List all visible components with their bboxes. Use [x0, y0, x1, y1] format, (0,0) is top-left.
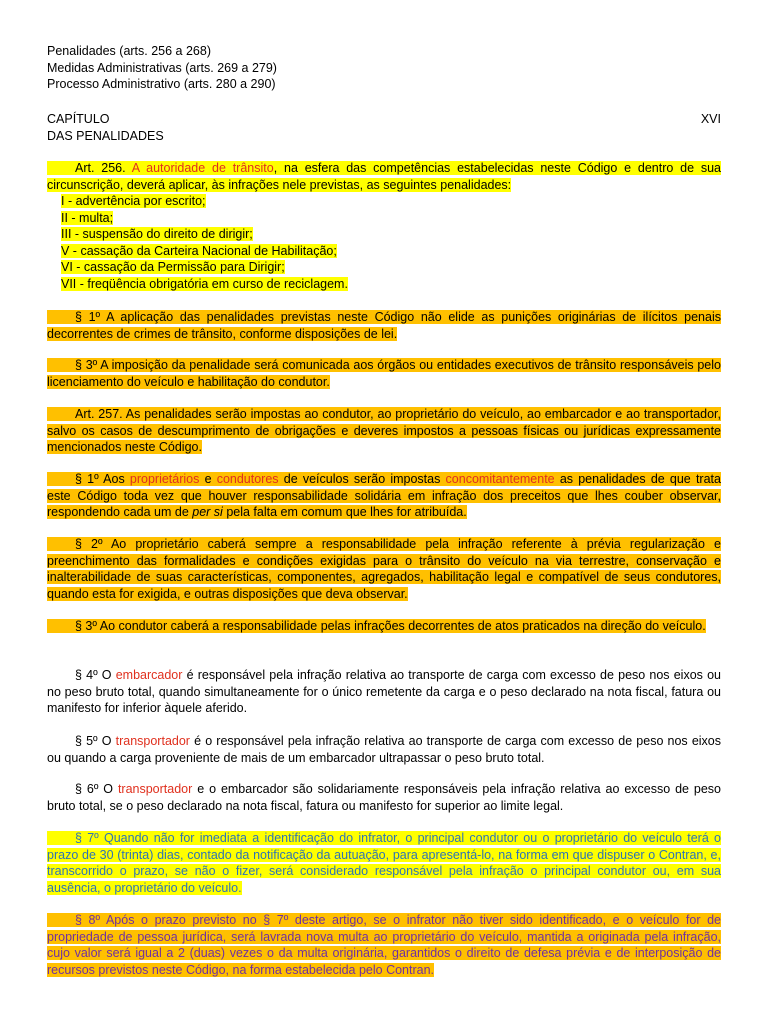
article-257: [47, 406, 721, 456]
penalty-item: II - multa;: [61, 210, 114, 225]
paragraph-text: pela falta em comum que lhes for atribuída.: [226, 505, 467, 519]
paragraph-257-6: [47, 781, 721, 814]
term-condutores: condutores: [216, 472, 279, 486]
paragraph-257-4: [47, 667, 721, 717]
article-257-text: Art. 257. As penalidades serão impostas ao condutor, ao proprietário do veículo, ao embarcador e ao transportador, salvo os casos de descumprimento de obrigações e deveres impostos a pessoas físicas ou jurídicas expressamente mencionados neste Código.: [47, 407, 721, 454]
paragraph-257-8: [47, 912, 721, 978]
penalty-item: VII - freqüência obrigatória em curso de reciclagem.: [61, 276, 348, 291]
penalty-item: VI - cassação da Permissão para Dirigir;: [61, 260, 285, 274]
paragraph-text: § 6º O: [75, 782, 114, 796]
paragraph-257-3: [47, 618, 721, 635]
paragraph-text: e: [204, 472, 212, 486]
article-256-text: , na esfera das competências estabelecidas neste Código e dentro de sua circunscrição, deverá aplicar, às infrações nele previstas, as seguintes penalidades:: [47, 161, 721, 192]
article-256: [47, 160, 721, 292]
paragraph-text: § 3º A imposição da penalidade será comunicada aos órgãos ou entidades executivos de trânsito responsáveis pelo licenciamento do veículo e habilitação do condutor.: [47, 358, 721, 389]
intro-line: Processo Administrativo (arts. 280 a 290): [47, 77, 276, 91]
paragraph-257-7: [47, 830, 721, 896]
paragraph-text: e o embarcador são solidariamente responsáveis pela infração relativa ao excesso de peso bruto total, se o peso declarado na nota fiscal, fatura ou manifesto for superior ao limite legal.: [47, 782, 721, 813]
chapter-label: CAPÍTULO: [47, 112, 110, 126]
paragraph-256-3: [47, 357, 721, 390]
term-embarcador: embarcador: [115, 668, 183, 682]
paragraph-text: § 8º Após o prazo previsto no § 7º deste artigo, se o infrator não tiver sido identificado, e o veículo for de propriedade de pessoa jurídica, será lavrada nova multa ao proprietário do veículo, mantida a originada pela infração, cujo valor será igual a 2 (duas) vezes o da multa originária, garantidos o direito de defesa prévia e de interposição de recursos previstos neste Código, na forma estabelecida pelo Contran.: [47, 913, 721, 977]
paragraph-text: é responsável pela infração relativa ao transporte de carga com excesso de peso nos eixos ou no peso bruto total, quando simultaneamente for o único remetente da carga e o peso declarado na nota fiscal, fatura ou manifesto for inferior àquele aferido.: [47, 668, 721, 715]
paragraph-text: § 3º Ao condutor caberá a responsabilidade pelas infrações decorrentes de atos praticados na direção do veículo.: [75, 619, 706, 633]
term-proprietarios: proprietários: [129, 472, 200, 486]
penalty-item: I - advertência por escrito;: [61, 194, 206, 208]
article-256-prefix: Art. 256.: [75, 161, 126, 175]
paragraph-text: § 1º Aos: [75, 472, 125, 486]
chapter-heading: [47, 111, 721, 144]
paragraph-text: é o responsável pela infração relativa ao transporte de carga com excesso de peso nos eixos ou quando a carga proveniente de mais de um embarcador ultrapassar o peso bruto total.: [47, 734, 721, 765]
chapter-number: XVI: [700, 112, 721, 126]
intro-line: Medidas Administrativas (arts. 269 a 279): [47, 60, 277, 75]
penalty-item: III - suspensão do direito de dirigir;: [61, 227, 253, 241]
paragraph-257-5: [47, 733, 721, 766]
paragraph-text: de veículos serão impostas: [283, 472, 441, 486]
paragraph-text: § 2º Ao proprietário caberá sempre a responsabilidade pela infração referente à prévia regularização e preenchimento das formalidades e condições exigidas para o trânsito do veículo na via terrestre, conservação e inalterabilidade de suas características, componentes, agregados, habilitação legal e compatível de seus condutores, quando esta for exigida, e outras disposições que deva observar.: [47, 537, 721, 601]
article-256-highlight: A autoridade de trânsito: [131, 161, 274, 175]
intro-list: [47, 43, 721, 93]
paragraph-text: § 5º O: [75, 734, 112, 748]
paragraph-text: § 1º A aplicação das penalidades previstas neste Código não elide as punições originárias de ilícitos penais decorrentes de crimes de trânsito, conforme disposições de lei.: [47, 310, 721, 341]
chapter-title: DAS PENALIDADES: [47, 128, 164, 143]
term-transportador: transportador: [115, 734, 190, 748]
paragraph-257-1: [47, 471, 721, 521]
paragraph-256-1: [47, 309, 721, 342]
paragraph-text: as penalidades de que trata este Código toda vez que houver responsabilidade solidária em infração dos preceitos que lhes couber observar, respondendo cada um de: [47, 472, 721, 519]
paragraph-257-2: [47, 536, 721, 602]
term-concomitantemente: concomitantemente: [445, 472, 555, 486]
term-transportador: transportador: [117, 782, 193, 796]
paragraph-text: § 7º Quando não for imediata a identificação do infrator, o principal condutor ou o proprietário do veículo terá o prazo de 30 (trinta) dias, contado da notificação da autuação, para apresentá-lo, na forma em que dispuser o Contran, e, transcorrido o prazo, se não o fizer, será considerado responsável pela infração o principal condutor ou, em sua ausência, o proprietário do veículo.: [47, 831, 721, 895]
penalty-item: V - cassação da Carteira Nacional de Habilitação;: [61, 243, 337, 258]
term-per-si: per si: [192, 505, 223, 519]
paragraph-text: § 4º O: [75, 668, 112, 682]
intro-line: Penalidades (arts. 256 a 268): [47, 44, 211, 58]
